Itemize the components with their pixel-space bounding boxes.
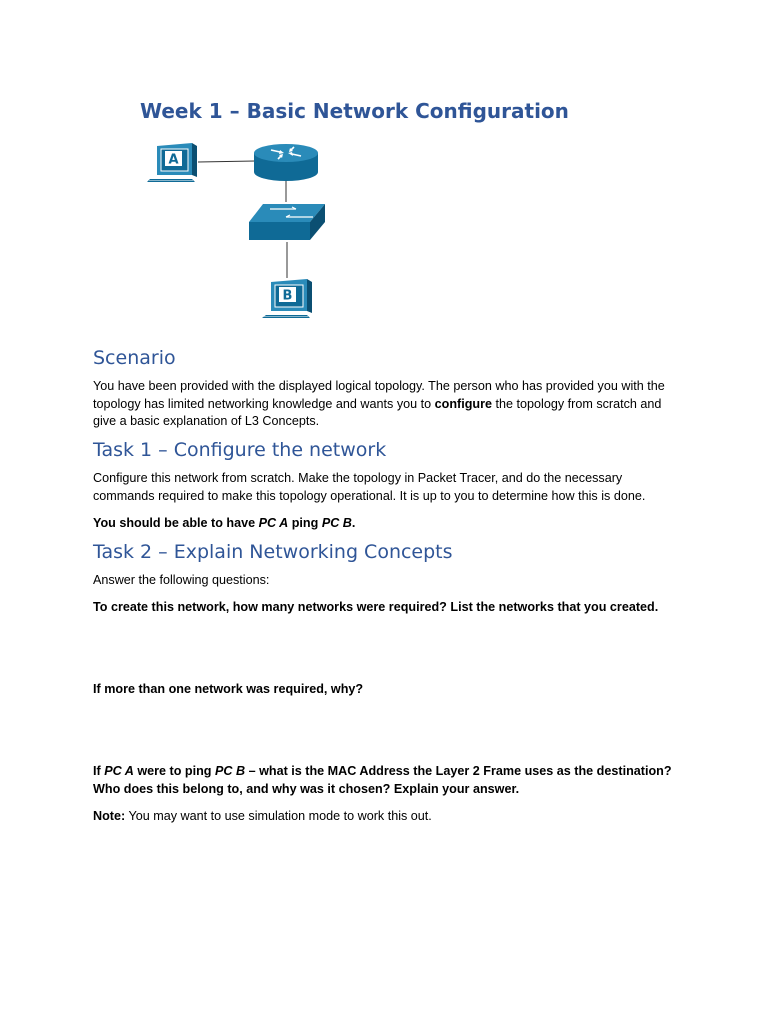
goal-text: You should be able to have	[93, 516, 259, 530]
switch-icon	[249, 204, 325, 240]
task1-text: Configure this network from scratch. Make the topology in Packet Tracer, and do the necessary commands required to make this topology operational. It is up to you to determine how this is done.	[93, 471, 646, 503]
scenario-text-part: You have been provided with the displayed logical topology. The person who has provided you with the topology has limited networking knowledge and wants you to	[93, 379, 665, 411]
task2-heading: Task 2 – Explain Networking Concepts	[93, 541, 453, 563]
pc-b-label: B	[282, 288, 293, 304]
note	[93, 808, 683, 826]
pc-b-icon	[262, 279, 312, 318]
pc-a-ref: PC A	[104, 764, 134, 778]
router-icon	[254, 144, 318, 181]
note-text: You may want to use simulation mode to work this out.	[125, 809, 432, 823]
goal-text: .	[351, 516, 356, 530]
scenario-text	[93, 378, 683, 431]
question-1: To create this network, how many networks were required? List the networks that you created.	[93, 600, 659, 614]
question-text: were to ping	[133, 764, 215, 778]
task1-heading: Task 1 – Configure the network	[93, 439, 387, 461]
question-3	[93, 763, 683, 798]
link-pc-a-router	[198, 161, 258, 162]
scenario-text-part: the topology from scratch and give a basic explanation of L3 Concepts.	[93, 396, 662, 428]
pc-b-ref: PC B	[215, 764, 246, 778]
pc-a-icon	[147, 143, 197, 182]
goal-text: ping	[288, 516, 322, 530]
scenario-heading: Scenario	[93, 347, 176, 369]
scenario-bold-word: configure	[434, 396, 493, 411]
pc-a-label: A	[168, 152, 179, 168]
question-text: If	[93, 764, 105, 778]
note-label: Note:	[93, 809, 126, 823]
question-text: – what is the MAC Address the Layer 2 Frame uses as the destination? Who does this belong to, and why was it chosen? Explain your answer.	[93, 764, 672, 796]
pc-b-ref: PC B	[321, 516, 352, 530]
question-2: If more than one network was required, why?	[93, 682, 364, 696]
pc-a-ref: PC A	[258, 516, 289, 530]
task2-intro: Answer the following questions:	[93, 573, 270, 587]
task1-goal	[93, 515, 683, 533]
page-title: Week 1 – Basic Network Configuration	[140, 99, 569, 123]
network-topology-diagram	[140, 138, 340, 328]
